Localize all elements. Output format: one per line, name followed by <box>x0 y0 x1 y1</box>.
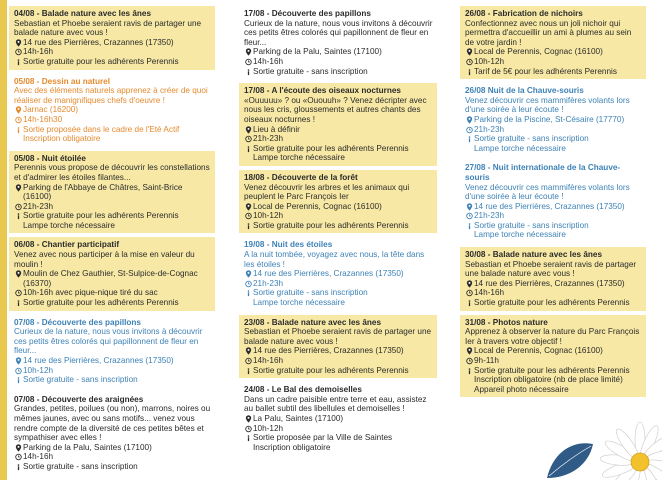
event-card <box>460 315 646 398</box>
event-time: 14h-16h30 <box>23 114 63 124</box>
clock-icon <box>465 125 474 134</box>
event-title: 18/08 - Découverte de la forêt <box>244 172 358 182</box>
event-place: Parking de la Piscine, St-Césaire (17770) <box>474 114 625 124</box>
event-place: Lieu à définir <box>253 124 300 134</box>
event-info: Sortie gratuite pour les adhérents Perennis <box>253 365 409 375</box>
event-info: Sortie gratuite pour les adhérents Perennis <box>23 298 179 308</box>
event-time: 21h-23h <box>253 134 284 144</box>
event-info-row <box>244 433 433 443</box>
event-time: 10h-12h <box>474 56 505 66</box>
event-time-row <box>14 202 211 212</box>
map-pin-icon <box>14 356 23 365</box>
event-info-row <box>14 462 211 472</box>
left-edge-strip <box>0 0 7 480</box>
event-time-row <box>244 424 433 434</box>
event-description: Venez avec nous participer à la mise en valeur du moulin ! <box>14 250 195 269</box>
event-title: 24/08 - Le Bal des demoiselles <box>244 385 362 395</box>
event-time-row <box>465 211 642 221</box>
event-place: 14 rue des Pierrières, Crazannes (17350) <box>474 278 625 288</box>
event-time-row <box>14 47 211 57</box>
event-info-row <box>244 144 433 154</box>
info-icon <box>244 221 253 230</box>
info-icon <box>244 366 253 375</box>
clock-icon <box>14 202 23 211</box>
event-place: Local de Perennis, Cognac (16100) <box>253 201 382 211</box>
event-info-row <box>14 298 211 308</box>
event-place: Moulin de Chez Gauthier, St-Sulpice-de-Cognac (16370) <box>23 269 198 288</box>
event-place-row <box>14 356 211 366</box>
events-column-3 <box>460 6 646 397</box>
event-info: Sortie gratuite - sans inscription <box>474 134 589 144</box>
event-time-row <box>14 366 211 376</box>
event-info: Sortie gratuite - sans inscription <box>253 288 368 298</box>
event-place-row <box>465 279 642 289</box>
event-card <box>239 382 437 455</box>
map-pin-icon <box>14 38 23 47</box>
event-time: 10h-12h <box>253 423 284 433</box>
event-place-row <box>465 346 642 356</box>
map-pin-icon <box>14 183 23 192</box>
event-place: 14 rue des Pierrières, Crazannes (17350) <box>253 269 404 279</box>
event-description: Venez découvrir ces mammifères volants lors d'une soirée à leur écoute ! <box>465 182 630 202</box>
event-time: 10h-12h <box>23 365 54 375</box>
event-description: Avec des éléments naturels apprenez à créer de quoi réaliser de manignifiques chefs d'oeuvre ! <box>14 86 208 105</box>
event-place-row <box>244 346 433 356</box>
event-title: 04/08 - Balade nature avec les ânes <box>14 9 151 18</box>
event-card <box>9 315 215 388</box>
map-pin-icon <box>244 125 253 134</box>
event-time-row <box>14 288 211 298</box>
event-note: Lampe torche nécessaire <box>23 220 115 230</box>
event-info-row <box>14 375 211 385</box>
event-time: 21h-23h <box>474 211 505 221</box>
clock-icon <box>14 115 23 124</box>
event-place-row <box>14 443 211 453</box>
event-description: Apprenez à observer la nature du Parc François Ier à travers votre objectif ! <box>465 327 640 346</box>
event-place: Parking de l'Abbaye de Châtres, Saint-Brice (16100) <box>23 182 183 202</box>
event-place: Local de Perennis, Cognac (16100) <box>474 346 603 356</box>
event-info: Sortie gratuite pour les adhérents Perennis <box>474 365 630 375</box>
events-column-2 <box>239 6 437 455</box>
event-card <box>9 74 215 147</box>
event-info: Sortie gratuite pour les adhérents Perennis <box>474 298 630 308</box>
event-title: 05/08 - Nuit étoilée <box>14 153 86 163</box>
event-info: Sortie gratuite pour les adhérents Perennis <box>253 143 409 153</box>
leaf-decoration <box>545 438 595 480</box>
event-info: Sortie gratuite - sans inscription <box>253 66 368 76</box>
info-icon <box>14 125 23 134</box>
event-time-row <box>465 57 642 67</box>
info-icon <box>244 67 253 76</box>
map-pin-icon <box>465 202 474 211</box>
clock-icon <box>244 57 253 66</box>
event-note: Lampe torche nécessaire <box>474 230 566 240</box>
event-place-row <box>465 115 642 125</box>
event-title: 05/08 - Dessin au naturel <box>14 76 111 86</box>
event-card <box>239 237 437 310</box>
event-title: 17/08 - A l'écoute des oiseaux nocturnes <box>244 86 401 96</box>
event-info-row <box>14 125 211 135</box>
clock-icon <box>465 356 474 365</box>
event-note: Inscription obligatoire <box>23 134 101 144</box>
info-icon <box>465 67 474 76</box>
event-note: Inscription obligatoire <box>253 442 331 452</box>
event-card <box>9 6 215 70</box>
event-place: Parking de la Palu, Saintes (17100) <box>253 47 382 57</box>
event-time: 21h-23h <box>474 124 505 134</box>
map-pin-icon <box>244 202 253 211</box>
info-icon <box>14 462 23 471</box>
event-time: 10h-12h <box>253 211 284 221</box>
event-title: 27/08 - Nuit internationale de la Chauve-souris <box>465 163 621 182</box>
event-card <box>460 6 646 79</box>
event-info-row <box>465 134 642 144</box>
event-card <box>239 83 437 166</box>
info-icon <box>465 221 474 230</box>
event-info-row <box>465 366 642 376</box>
event-description: Sebastian et Phoebe seraient ravis de partager une balade nature avec vous ! <box>244 327 432 346</box>
event-info: Sortie gratuite pour les adhérents Perennis <box>23 211 179 221</box>
clock-icon <box>465 57 474 66</box>
event-place-row <box>244 414 433 424</box>
map-pin-icon <box>14 443 23 452</box>
event-place-row <box>244 269 433 279</box>
info-icon <box>465 298 474 307</box>
event-note: Lampe torche nécessaire <box>474 143 566 153</box>
clock-icon <box>244 424 253 433</box>
event-card <box>9 151 215 234</box>
event-place: Parking de la Palu, Saintes (17100) <box>23 442 152 452</box>
event-description: Confectionnez avec nous un joli nichoir qui permettra d'accueillir un ami à plumes au sein de votre jardin ! <box>465 18 632 47</box>
event-time-row <box>244 356 433 366</box>
event-time: 21h-23h <box>253 278 284 288</box>
event-info: Sortie gratuite - sans inscription <box>23 461 138 471</box>
info-icon <box>14 298 23 307</box>
events-column-1 <box>9 6 215 475</box>
event-note: Lampe torche nécessaire <box>253 298 345 308</box>
event-info-row <box>244 366 433 376</box>
event-time-row <box>244 211 433 221</box>
event-description: Grandes, petites, poilues (ou non), marrons, noires ou mêmes jaunes, avec ou sans motifs... venez vous rendre compte de la diversité de ces petites bêtes et sympathiser avec elles ! <box>14 404 211 443</box>
clock-icon <box>14 452 23 461</box>
event-info-row <box>465 221 642 231</box>
event-time: 9h-11h <box>474 356 499 365</box>
event-title: 19/08 - Nuit des étoiles <box>244 240 333 250</box>
event-info: Sortie proposée par la Ville de Saintes <box>253 433 393 443</box>
event-place: La Palu, Saintes (17100) <box>253 413 344 423</box>
event-place: Local de Perennis, Cognac (16100) <box>474 47 603 57</box>
event-info-row <box>14 57 211 67</box>
event-description: A la nuit tombée, voyagez avec nous, la tête dans les étoiles ! <box>244 250 425 269</box>
info-icon <box>465 366 474 375</box>
map-pin-icon <box>465 47 474 56</box>
event-title: 07/08 - Découverte des papillons <box>14 317 141 327</box>
event-time-row <box>14 452 211 462</box>
event-note: Lampe torche nécessaire <box>253 153 345 163</box>
event-card <box>239 315 437 379</box>
event-title: 06/08 - Chantier participatif <box>14 240 120 250</box>
event-card <box>460 83 646 156</box>
event-card <box>9 237 215 310</box>
clock-icon <box>244 356 253 365</box>
info-icon <box>14 211 23 220</box>
map-pin-icon <box>244 346 253 355</box>
clock-icon <box>465 288 474 297</box>
event-description: Perennis vous propose de découvrir les constellations et d'admirer les étoiles filantes... <box>14 163 210 182</box>
event-description: Dans un cadre paisible entre terre et eau, assistez au ballet subtil des libellules et demoiselles ! <box>244 394 427 414</box>
event-title: 07/08 - Découverte des araignées <box>14 394 144 404</box>
event-place-row <box>14 38 211 48</box>
event-time-row <box>465 356 642 366</box>
event-time: 14h-16h <box>253 356 284 365</box>
info-icon <box>244 288 253 297</box>
event-info: Sortie gratuite - sans inscription <box>23 375 138 385</box>
event-card <box>460 247 646 311</box>
info-icon <box>465 134 474 143</box>
event-description: Curieux de la nature, nous vous invitons à découvrir ces petits êtres colorés qui papillonnent de fleur en fleur... <box>14 327 203 356</box>
event-card <box>460 160 646 243</box>
event-description: Sebastian et Phoebe seraient ravis de partager une balade nature avec vous ! <box>465 259 637 279</box>
event-title: 31/08 - Photos nature <box>465 317 548 327</box>
event-title: 17/08 - Découverte des papillons <box>244 9 371 18</box>
event-time-row <box>14 115 211 125</box>
event-title: 26/08 Nuit de la Chauve-souris <box>465 86 584 96</box>
clock-icon <box>14 47 23 56</box>
event-info: Sortie proposée dans le cadre de l'Eté Actif <box>23 124 180 134</box>
event-title: 23/08 - Balade nature avec les ânes <box>244 317 381 327</box>
map-pin-icon <box>14 105 23 114</box>
clock-icon <box>14 366 23 375</box>
event-info-row <box>244 288 433 298</box>
event-time-row <box>244 279 433 289</box>
event-time: 10h-16h avec pique-nique tiré du sac <box>23 288 158 298</box>
map-pin-icon <box>244 414 253 423</box>
clock-icon <box>14 288 23 297</box>
event-card <box>239 170 437 234</box>
event-description: Venez découvrir les arbres et les animaux qui peuplent le Parc François Ier <box>244 182 410 202</box>
event-note: Inscription obligatoire (nb de place limité) Appareil photo nécessaire <box>474 375 623 394</box>
event-description: Sebastian et Phoebe seraient ravis de partager une balade nature avec vous ! <box>14 18 202 38</box>
event-info-row <box>465 298 642 308</box>
event-place-row <box>244 202 433 212</box>
event-time: 14h-16h <box>23 452 54 462</box>
map-pin-icon <box>244 47 253 56</box>
event-time-row <box>244 134 433 144</box>
event-info-row <box>244 221 433 231</box>
map-pin-icon <box>465 115 474 124</box>
event-place: 14 rue des Pierrières, Crazannes (17350) <box>23 356 174 365</box>
event-place-row <box>14 105 211 115</box>
event-place-row <box>14 183 211 202</box>
event-info-row <box>14 211 211 221</box>
event-info-row <box>465 67 642 77</box>
event-time-row <box>465 288 642 298</box>
event-card <box>9 392 215 475</box>
info-icon <box>244 144 253 153</box>
clock-icon <box>244 279 253 288</box>
event-description: Curieux de la nature, nous vous invitons à découvrir ces petits êtres colorés qui papillonnent de fleur en fleur... <box>244 18 433 47</box>
event-time-row <box>465 125 642 135</box>
event-time: 14h-16h <box>253 56 284 66</box>
event-title: 26/08 - Fabrication de nichoirs <box>465 9 583 18</box>
event-place: 14 rue des Pierrières, Crazannes (17350) <box>474 201 625 211</box>
event-info: Sortie gratuite - sans inscription <box>474 220 589 230</box>
event-info: Tarif de 5€ pour les adhérents Perennis <box>474 66 617 76</box>
map-pin-icon <box>465 346 474 355</box>
event-place: Jarnac (16200) <box>23 105 79 115</box>
map-pin-icon <box>465 279 474 288</box>
event-place-row <box>465 202 642 212</box>
info-icon <box>14 57 23 66</box>
event-time-row <box>244 57 433 67</box>
info-icon <box>14 375 23 384</box>
clock-icon <box>244 134 253 143</box>
event-place: 14 rue des Pierrières, Crazannes (17350) <box>23 37 174 47</box>
event-time: 21h-23h <box>23 201 54 211</box>
event-description: «Ouuuuu» ? ou «Ououuh» ? Venez décripter avec nous les cris, gloussements et autres chants des oiseaux nocturnes ! <box>244 95 427 124</box>
event-place-row <box>244 125 433 135</box>
event-place-row <box>14 269 211 288</box>
event-info: Sortie gratuite pour les adhérents Perennis <box>253 220 409 230</box>
event-card <box>239 6 437 79</box>
event-title: 30/08 - Balade nature avec les ânes <box>465 250 602 260</box>
event-info-row <box>244 67 433 77</box>
event-description: Venez découvrir ces mammifères volants lors d'une soirée à leur écoute ! <box>465 95 630 115</box>
event-time: 14h-16h <box>23 47 54 57</box>
event-time: 14h-16h <box>474 288 505 298</box>
event-info: Sortie gratuite pour les adhérents Perennis <box>23 56 179 66</box>
info-icon <box>244 433 253 442</box>
event-place-row <box>244 47 433 57</box>
clock-icon <box>244 211 253 220</box>
map-pin-icon <box>244 269 253 278</box>
event-place-row <box>465 47 642 57</box>
map-pin-icon <box>14 269 23 278</box>
event-place: 14 rue des Pierrières, Crazannes (17350) <box>253 346 404 356</box>
clock-icon <box>465 211 474 220</box>
